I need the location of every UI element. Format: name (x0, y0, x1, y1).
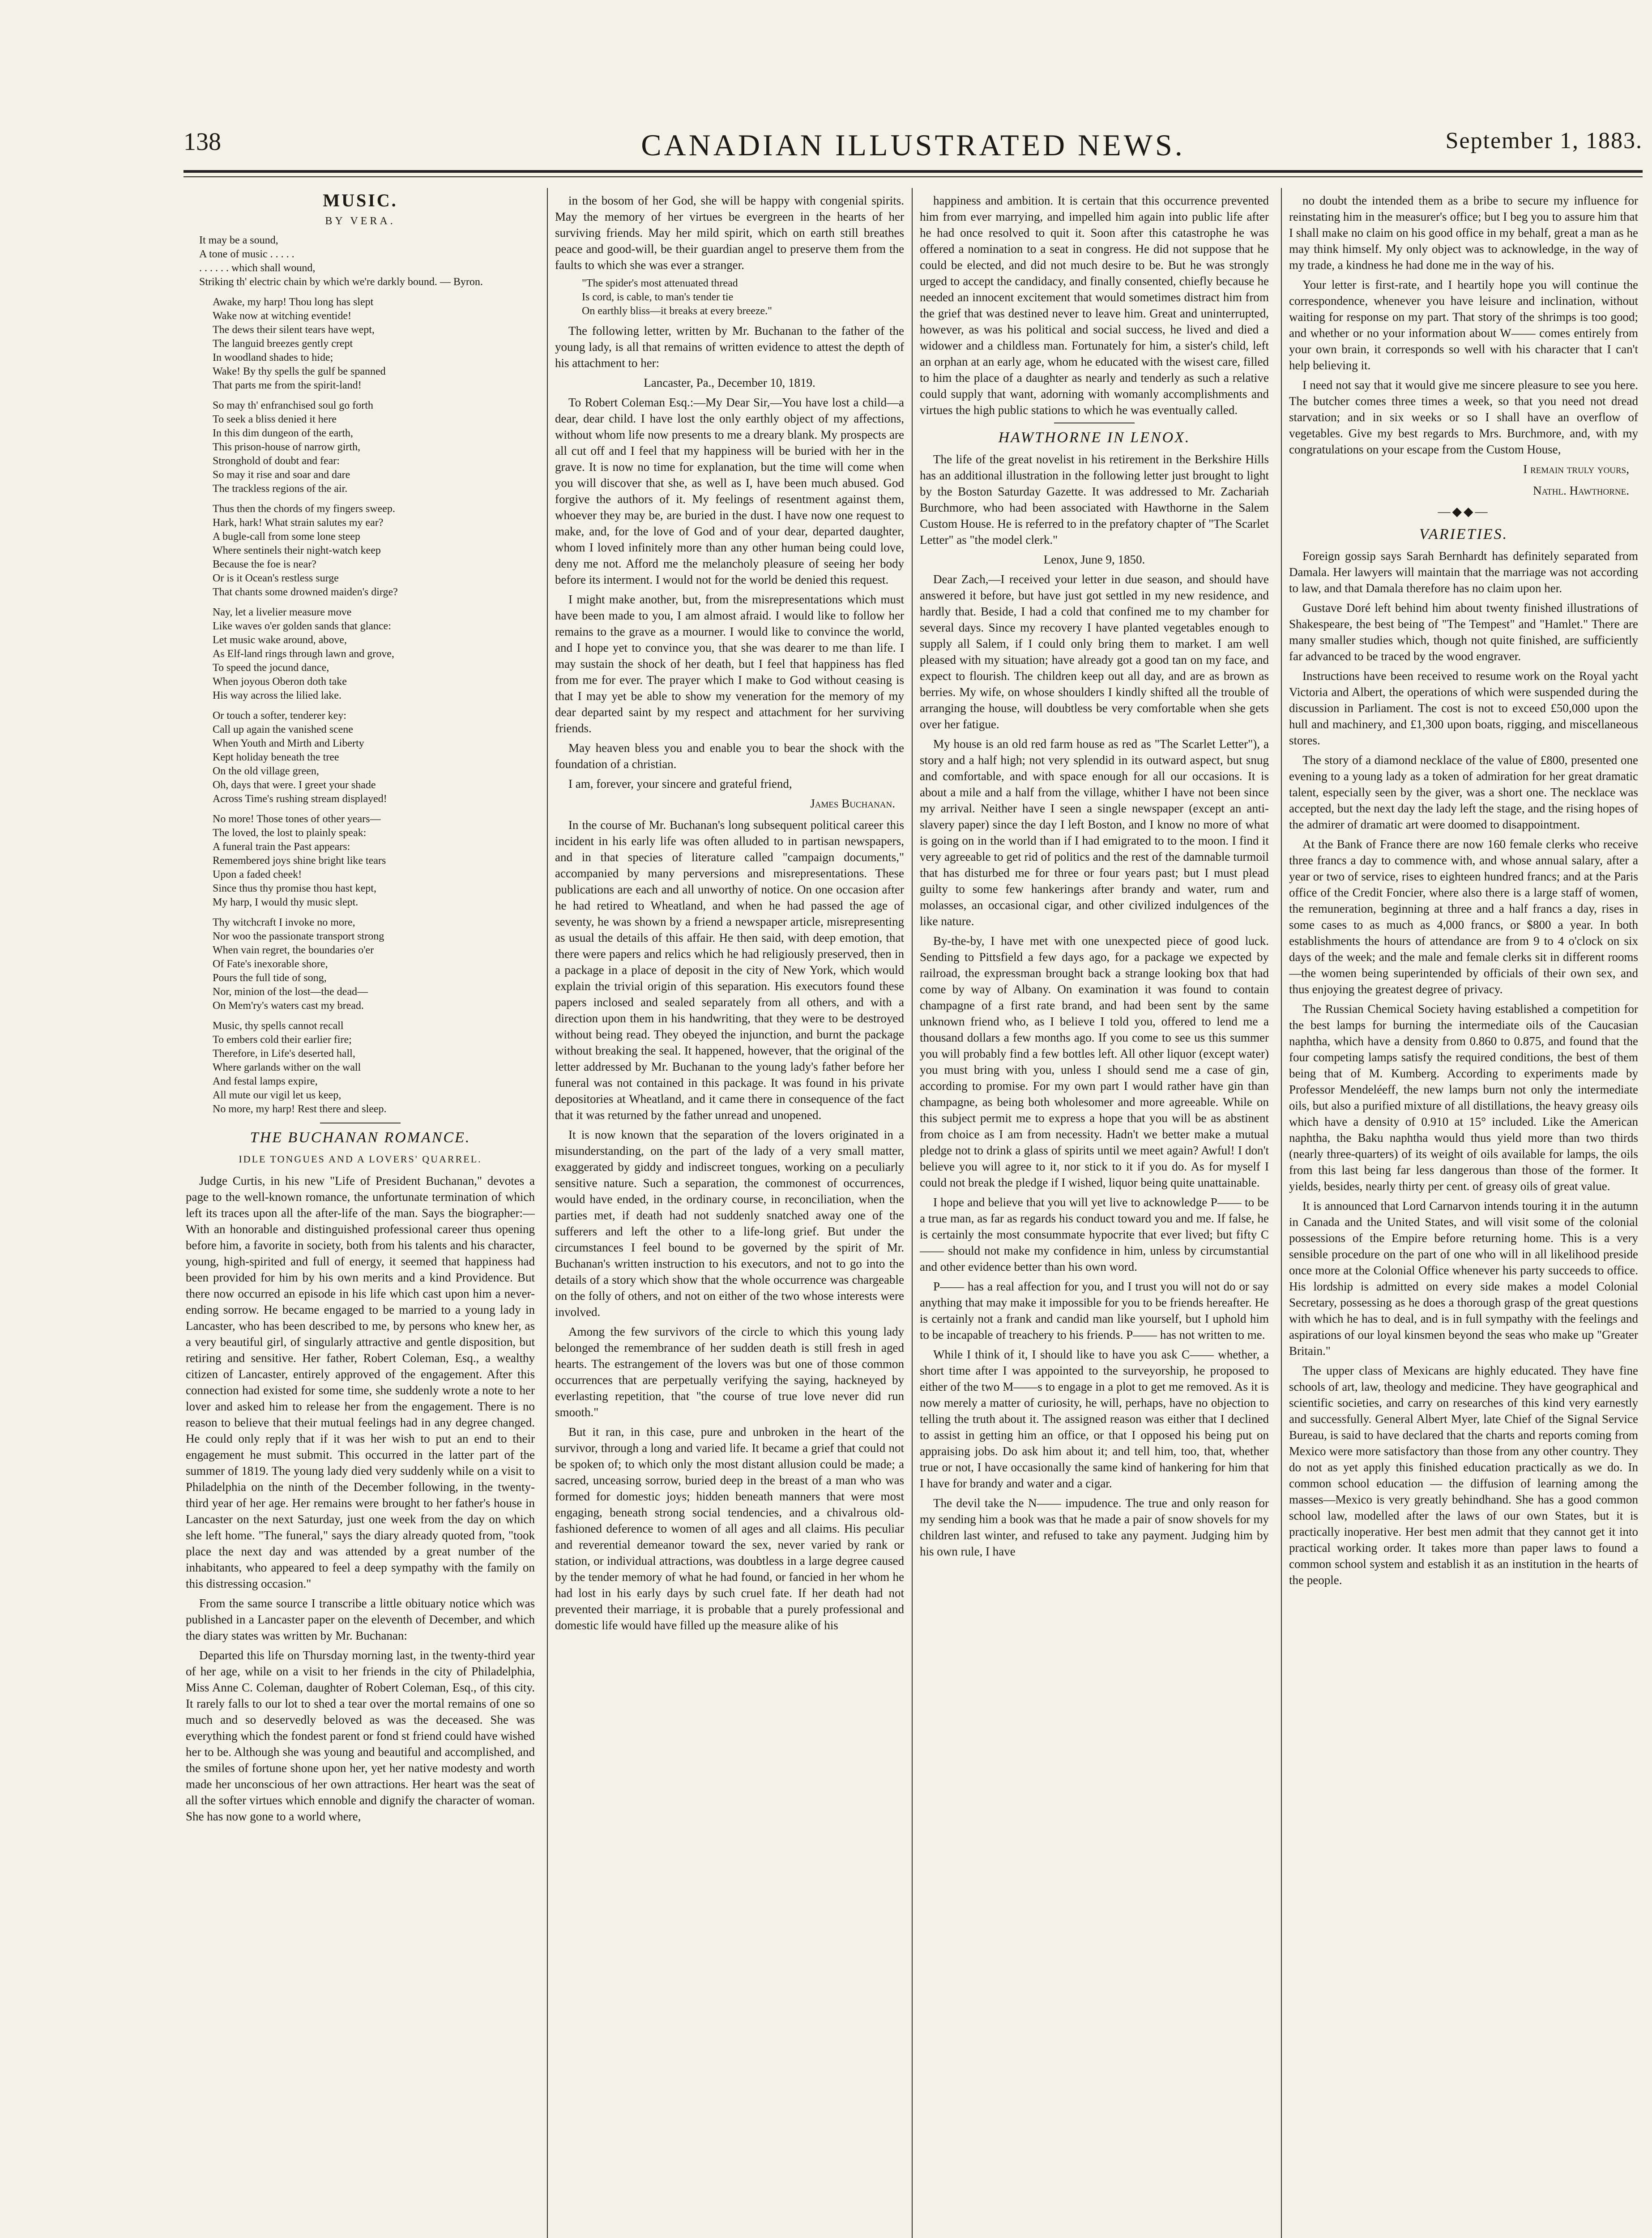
article-paragraph: happiness and ambition. It is certain that this occurrence prevented him from ever marrying, and impelled him again into public life after he had once resolved to quit it. Soon after this catastrophe he was offered a nomination to a seat in congress. He did not suppose that he could be elected, and did not much desire to be. But he was strongly urged to accept the candidacy, and finally consented, chiefly because he needed an innocent excitement that would sometimes distract him from the grief that was destined never to leave him. Great and uninterrupted, however, as was his political and social success, he lived and died a widower and a childless man. Fortunately for him, a sister's child, left an orphan at an early age, whom he educated with the wisest care, filled to him the place of a daughter as nearly and tenderly as such a relative could supply that want, adorning with womanly accomplishments and virtues the high public stations to which he was eventually called. (920, 194, 1269, 417)
poem-stanza: Music, thy spells cannot recall To embers cold their earlier fire; Therefore, in Life's deserted hall, Where garlands wither on the wall And festal lamps expire, All mute our vigil let us keep, No more, my harp! Rest there and sleep. (213, 1020, 387, 1115)
article-paragraph: The life of the great novelist in his retirement in the Berkshire Hills has an additional illustration in the following letter just brought to light by the Boston Saturday Gazette. It was addressed to Mr. Zachariah Burchmore, who had been associated with Hawthorne in the Salem Custom House. He is referred to in the prefatory chapter of "The Scarlet Letter" as "the model clerk." (920, 453, 1269, 547)
letter-paragraph: P—— has a real affection for you, and I trust you will not do or say anything that may make it impossible for you to be friends hereafter. He is certainly not a frank and candid man like yourself, but I uphold him to be incapable of treachery to his friends. P—— has not written to me. (920, 1280, 1269, 1341)
letter-paragraph: To Robert Coleman Esq.:—My Dear Sir,—You have lost a child—a dear, dear child. I have lost the only earthly object of my affections, without whom life now presents to me a dreary blank. My prospects are all cut off and I feel that my happiness will be buried with her in the grave. It is now no time for explanation, but the time will come when you will discover that she, as well as I, have been much abused. God forgive the authors of it. My feelings of resentment against them, whoever they may be, are buried in the dust. I have now one request to make, and, for the love of God and of your dear, departed daughter, whom I loved infinitely more than any other human being could love, deny me not. Afford me the melancholy pleasure of seeing her body before its interment. I would not for the world be denied this request. (555, 396, 904, 586)
poem-stanza: So may th' enfranchised soul go forth To seek a bliss denied it here In this dim dungeon of the earth, This prison-house of narrow girth, Stronghold of doubt and fear: So may it rise and soar and dare The trackless regions of the air. (213, 400, 373, 495)
variety-item: At the Bank of France there are now 160 female clerks who receive three francs a day to commence with, and whose annual salary, after a year or two of service, rises to eighteen hundred francs; and at the Paris office of the Credit Foncier, where also there is a large staff of women, the remuneration, beginning at three and a half francs a day, rises in some cases to as much as 4,000 francs, or $800 a year. In both establishments the hours of attendance are from 9 to 4 o'clock on six days of the week; and the male and female clerks sit in different rooms—the women being superintended by officials of their own sex, and thus enjoying the greatest degree of privacy. (1289, 837, 1638, 996)
column-divider (1281, 188, 1282, 2238)
letter-paragraph: I might make another, but, from the misrepresentations which must have been made to you, I am almost afraid. I would like to follow her remains to the grave as a mourner. I would like to convince the world, and I hope yet to convince you, that she was dearer to me than life. I may sustain the shock of her death, but I feel that happiness has fled from me for ever. The prayer which I make to God without ceasing is that I may yet be able to show my veneration for the memory of my dear departed saint by my respect and attachment for her surviving friends. (555, 593, 904, 735)
letter-paragraph: Your letter is first-rate, and I heartily hope you will continue the correspondence, whenever you have leisure and inclination, without waiting for response on my part. That story of the shrimps is too good; and whether or no your information about W—— comes entirely from your own brain, it corresponds so well with his character that I can't help believing it. (1289, 278, 1638, 372)
poem-stanza: Thy witchcraft I invoke no more, Nor woo the passionate transport strong When vain regret, the boundaries o'er Of Fate's inexorable shore, Pours the full tide of song, Nor, minion of the lost—the dead— On Mem'ry's waters cast my bread. (213, 917, 384, 1012)
letter-paragraph: By-the-by, I have met with one unexpected piece of good luck. Sending to Pittsfield a few days ago, for a package we expected by railroad, the expressman brought back a strange looking box that had come by way of Albany. On examination it was found to contain champagne of a first rate brand, and had been sent by the same unknown friend who, as I believe I told you, offered to lend me a thousand dollars a few months ago. If you come to see us this summer you will probably find a few bottles left. All other liquor (except water) you must bring with you, unless I should send me a case of gin, according to promise. For my own part I would rather have gin than champagne, as being both wholesomer and more agreeable. While on this subject permit me to express a hope that you will be as abstinent from choice as I am from necessity. Hadn't we better make a mutual pledge not to drink a glass of spirits until we meet again? Awful! I don't believe you will agree to it, nor stick to it if you do. As for myself I could not break the pledge if I wished, liquor being quite unattainable. (920, 934, 1269, 1189)
page-header (184, 128, 1643, 162)
header-rule-thick (184, 170, 1643, 173)
column-4 (1289, 192, 1638, 2238)
variety-item: Gustave Doré left behind him about twenty finished illustrations of Shakespeare, the best being of "The Tempest" and "Hamlet." There are many smaller studies which, though not quite finished, are sufficiently far advanced to be traced by the wood engraver. (1289, 601, 1638, 663)
letter-closing: I remain truly yours, (1523, 462, 1629, 476)
article-paragraph: Departed this life on Thursday morning last, in the twenty-third year of her age, while on a visit to her friends in the city of Philadelphia, Miss Anne C. Coleman, daughter of Robert Coleman, Esq., of this city. It rarely falls to our lot to shed a tear over the mortal remains of one so much and so deservedly beloved as was the deceased. She was everything which the fondest parent or fond st friend could have wished her to be. Although she was young and beautiful and accomplished, and the smiles of fortune shone upon her, yet her native modesty and worth made her unconscious of her own attractions. Her heart was the seat of all the softer virtues which ennoble and dignify the character of woman. She has now gone to a world where, (186, 1649, 535, 1823)
variety-item: It is announced that Lord Carnarvon intends touring it in the autumn in Canada and the United States, and will visit some of the colonial possessions of the Empire before returning home. This is a very sensible procedure on the part of one who will in all likelihood preside once more at the Colonial Office whenever his party succeeds to office. His lordship is admitted on every side makes a model Colonial Secretary, possessing as he does a thorough grasp of the great questions with which he has to deal, and is in full sympathy with the feelings and aspirations of our loyal kinsmen beyond the seas who make up "Greater Britain." (1289, 1199, 1638, 1358)
page-number: 138 (184, 128, 221, 156)
column-3 (920, 192, 1269, 2238)
column-divider (547, 188, 548, 2238)
variety-item: The upper class of Mexicans are highly educated. They have fine schools of art, law, theology and medicine. They have geographical and scientific societies, and carry on researches of this kind very earnestly and successfully. General Albert Myer, late Chief of the Signal Service Bureau, is said to have declared that the charts and reports coming from Mexico were more satisfactory than those from any other country. They do not as yet apply this finished education practically as we do. In common school education — the diffusion of learning among the masses—Mexico is very greatly behindhand. She has a good common school law, modelled after the laws of our own States, but it is practically inoperative. Her best men admit that they cannot get it into practical working order. It takes more than paper laws to found a common school system and establish it as an institution in the hearts of the people. (1289, 1364, 1638, 1587)
section-ornament: —◆◆— (1438, 505, 1490, 519)
variety-item: Instructions have been received to resume work on the Royal yacht Victoria and Albert, the operations of which were suspended during the discussion in Parliament. The cost is not to exceed £50,000 upon the hull and machinery, and £1,300 upon boats, rigging, and miscellaneous stores. (1289, 669, 1638, 747)
letter-paragraph: The devil take the N—— impudence. The true and only reason for my sending him a book was that he made a pair of snow shovels for my children last winter, and refused to take any payment. Judging him by his own rule, I have (920, 1496, 1269, 1558)
column-1 (186, 192, 535, 2238)
letter-dateline: Lenox, June 9, 1850. (1043, 553, 1145, 566)
article-paragraph: in the bosom of her God, she will be happy with congenial spirits. May the memory of her virtues be evergreen in the hearts of her surviving friends. May her mild spirit, which on earth still breathes peace and good-will, be their guardian angel to preserve them from the faults to which she was ever a stranger. (555, 194, 904, 272)
poem-stanza: No more! Those tones of other years— The loved, the lost to plainly speak: A funeral train the Past appears: Remembered joys shine bright like tears Upon a faded cheek! Since thus thy promise thou hast kept, My harp, I would thy music slept. (213, 813, 386, 908)
header-rule-thin (184, 176, 1643, 177)
article-paragraph: In the course of Mr. Buchanan's long subsequent political career this incident in his early life was often alluded to in partisan newspapers, and in that species of literature called "campaign documents," accompanied by many perversions and misrepresentations. These publications are each and all unworthy of notice. On one occasion after he had retired to Wheatland, and when he had passed the age of seventy, he was shown by a friend a newspaper article, misrepresenting as usual the details of this affair. He then said, with deep emotion, that there were papers and relics which he had religiously preserved, then in a package in a place of deposit in the city of New York, which would explain the trivial origin of this separation. His executors found these papers inclosed and sealed separately from all others, and with a direction upon them in his handwriting, that they were to be destroyed without being read. They obeyed the injunction, and burnt the package without breaking the seal. It happened, however, that the original of the letter addressed by Mr. Buchanan to the young lady's father before her funeral was not contained in this package. It was found in his private depositories at Wheatland, and it came there in consequence of the fact that it was returned by the father unread and unopened. (555, 818, 904, 1122)
letter-paragraph: While I think of it, I should like to have you ask C—— whether, a short time after I was appointed to the surveyorship, he proposed to either of the two M——s to engage in a plot to get me removed. As it is now merely a matter of curiosity, he will, perhaps, have no objection to telling the truth about it. The assigned reason was either that I declined to assist in getting him an office, or that I opposed his being put on appraising jobs. Do ask him about it; and tell him, too, that, whether true or not, I have occasionally the same kind of hankering for him that I have for brandy and water and a cigar. (920, 1348, 1269, 1490)
article-paragraph: But it ran, in this case, pure and unbroken in the heart of the survivor, through a long and varied life. It became a grief that could not be spoken of; to which only the most distant allusion could be made; a sacred, unceasing sorrow, buried deep in the breast of a man who was formed for domestic joys; hidden beneath manners that were most engaging, beneath strong social tendencies, and a chivalrous old-fashioned deference to women of all ages and all claims. His peculiar and reverential demeanor toward the sex, never varied by rank or station, or individual attractions, was doubtless in a large degree caused by the tender memory of what he had found, or fancied in her whom he had lost in his early days by such cruel fate. If her death had not prevented their marriage, it is probable that a purely professional and domestic life would have filled up the measure alike of his (555, 1425, 904, 1632)
poem-stanza: Or touch a softer, tenderer key: Call up again the vanished scene When Youth and Mirth and Liberty Kept holiday beneath the tree On the old village green, Oh, days that were. I greet your shade Across Time's rushing stream displayed! (213, 710, 387, 805)
letter-paragraph: My house is an old red farm house as red as "The Scarlet Letter"), a story and a half high; not very splendid in its outward aspect, but snug and comfortable, and with space enough for all our occasions. It is about a mile and a half from the village, whither I have not been since my arrival. Neither have I seen a single newspaper (except an anti-slavery paper) since the day I left Boston, and I know no more of what is going on in the world than if I had emigrated to to the moon. I find it very agreeable to get rid of politics and the rest of the damnable turmoil that has disturbed me for three or four years past; but I must plead guilty to some few hankerings after brandy and water, rum and molasses, an occasional cigar, and other civilized indulgences of the like nature. (920, 737, 1269, 928)
poem-stanza: Thus then the chords of my fingers sweep. Hark, hark! What strain salutes my ear? A bugle-call from some lone steep Where sentinels their night-watch keep Because the foe is near? Or is it Ocean's restless surge That chants some drowned maiden's dirge? (213, 503, 398, 598)
hawthorne-title: HAWTHORNE IN LENOX. (998, 429, 1191, 446)
variety-item: The Russian Chemical Society having established a competition for the best lamps for burning the intermediate oils of the Caucasian naphtha, which have a density from 0.860 to 0.875, and found that the four competing lamps satisfy the required conditions, the best of them being that of M. Kumberg. According to experiments made by Professor Mendeléeff, the new lamps burn not only the intermediate oils, but also a purified mixture of all distillations, the heavy greasy oils which have a density of 0.910 at 15° included. Like the American naphtha, the Baku naphtha would thus yield more than two thirds (nearly three-quarters) of its weight of oils available for lamps, the oils from this last being far less dangerous than those of the former. It yields, besides, nearly thirty per cent. of greasy oils of great value. (1289, 1002, 1638, 1193)
column-2 (555, 192, 904, 2238)
article-paragraph: It is now known that the separation of the lovers originated in a misunderstanding, on the part of the lady of a very small matter, exaggerated by giddy and indiscreet tongues, working on a peculiarly sensitive nature. Such a separation, the commonest of occurrences, would have ended, in the ordinary course, in reconciliation, when the parties met, if death had not suddenly snatched away one of the sufferers and left the other to a life-long grief. But under the circumstances I feel bound to be governed by the spirit of Mr. Buchanan's written instruction to his executors, and not to go into the details of a story which show that the whole occurrence was chargeable on the folly of others, and not on either of the two whose interests were involved. (555, 1128, 904, 1319)
masthead: CANADIAN ILLUSTRATED NEWS. (641, 128, 1185, 162)
article-paragraph: The following letter, written by Mr. Buchanan to the father of the young lady, is all that remains of written evidence to attest the depth of his attachment to her: (555, 324, 904, 370)
letter-paragraph: I need not say that it would give me sincere pleasure to see you here. The butcher comes three times a week, so that you need not dread starvation; and in six weeks or so I shall have an overflow of vegetables. Give my best regards to Mrs. Burchmore, and, with my congratulations on your escape from the Custom House, (1289, 378, 1638, 456)
letter-signature: Nathl. Hawthorne. (1533, 484, 1629, 497)
poem-stanza: Awake, my harp! Thou long has slept Wake now at witching eventide! The dews their silent tears have wept, The languid breezes gently crept In woodland shades to hide; Wake! By thy spells the gulf be spanned That parts me from the spirit-land! (213, 296, 386, 391)
varieties-title: VARIETIES. (1419, 526, 1508, 542)
letter-paragraph: no doubt the intended them as a bribe to secure my influence for reinstating him in the measurer's office; but I beg you to assure him that I shall make no claim on his good office in my behalf, great a man as he may think himself. My only object was to acknowledge, in the way of my trade, a kindness he had done me in the way of his. (1289, 194, 1638, 272)
letter-paragraph: May heaven bless you and enable you to bear the shock with the foundation of a christian. (555, 741, 904, 771)
music-title: MUSIC. (323, 192, 398, 210)
music-byline: BY VERA. (325, 215, 396, 227)
letter-paragraph: I am, forever, your sincere and grateful friend, (568, 777, 792, 790)
letter-paragraph: I hope and believe that you will yet live to acknowledge P—— to be a true man, as far as regards his conduct toward you and me. If false, he is certainly the most consummate hypocrite that ever lived; but fifty C—— should not make my confidence in him, unless by circumstantial and other evidence better than his own word. (920, 1196, 1269, 1273)
issue-date: September 1, 1883. (1445, 128, 1643, 154)
article-paragraph: From the same source I transcribe a little obituary notice which was published in a Lancaster paper on the eleventh of December, and which the diary states was written by Mr. Buchanan: (186, 1597, 535, 1642)
article-paragraph: Among the few survivors of the circle to which this young lady belonged the remembrance of her sudden death is still fresh in aged hearts. The estrangement of the lovers was but one of those common occurrences that are perpetually verifying the saying, hackneyed by everlasting repetition, that "the course of true love never did run smooth." (555, 1325, 904, 1419)
article-paragraph: Judge Curtis, in his new "Life of President Buchanan," devotes a page to the well-known romance, the unfortunate termination of which left its traces upon all the after-life of the man. Says the biographer:—With an honorable and distinguished professional career thus opening before him, a favorite in society, both from his talents and his character, young, high-spirited and full of energy, it seemed that happiness had been provided for him by his own merits and a kind Providence. But there now occurred an episode in his life which cast upon him a never-ending sorrow. He became engaged to be married to a young lady in Lancaster, who has been described to me, by persons who knew her, as a very beautiful girl, of singularly attractive and gentle disposition, but retiring and sensitive. Her father, Robert Coleman, Esq., a wealthy citizen of Lancaster, entirely approved of the engagement. After this connection had existed for some time, she suddenly wrote a note to her lover and asked him to release her from the engagement. There is no reason to believe that their mutual feelings had in any degree changed. He could only reply that if it was her wish to put an end to their engagement he must submit. This occurred in the latter part of the summer of 1819. The young lady died very suddenly while on a visit to Philadelphia on the ninth of the December following, in the twenty-third year of her age. Her remains were brought to her father's house in Lancaster on the next Saturday, just one week from the day on which she left home. "The funeral," says the diary already quoted from, "took place the next day and was attended by a great number of the inhabitants, who appeared to feel a deep sympathy with the family on this distressing occasion." (186, 1174, 535, 1590)
quoted-verse: "The spider's most attenuated thread Is cord, is cable, to man's tender tie On earthly bliss—it breaks at every breeze." (582, 278, 772, 317)
letter-paragraph: Dear Zach,—I received your letter in due season, and should have answered it before, but have just got settled in my new residence, and hardly that. Beside, I had a cold that confined me to my chamber for several days. Since my recovery I have planted vegetables enough to supply all Salem, if I could only bring them to market. I am well pleased with my situation; have already got a good tan on my face, and expect to flourish. The children keep out all day, and are as brown as berries. My wife, on whose shoulders I kindly shifted all the trouble of arranging the house, will doubtless be very comfortable when she gets over her fatigue. (920, 572, 1269, 731)
poem-epigraph: It may be a sound, A tone of music . . . . . . . . . . . which shall wound, Striking th' electric chain by which we're darkly bound. — Byron. (199, 235, 483, 288)
column-divider (912, 188, 913, 2238)
poem-stanza: Nay, let a livelier measure move Like waves o'er golden sands that glance: Let music wake around, above, As Elf-land rings through lawn and grove, To speed the jocund dance, When joyous Oberon doth take His way across the lilied lake. (213, 606, 394, 701)
romance-title: THE BUCHANAN ROMANCE. (250, 1129, 471, 1146)
variety-item: The story of a diamond necklace of the value of £800, presented one evening to a young lady as a token of admiration for her great dramatic talent, especially seen by the giver, was a short one. The necklace was accepted, but the next day the lady left the stage, and the rising hopes of the admirer of dramatic art were doomed to disappointment. (1289, 753, 1638, 831)
letter-dateline: Lancaster, Pa., December 10, 1819. (644, 376, 815, 389)
variety-item: Foreign gossip says Sarah Bernhardt has definitely separated from Damala. Her lawyers will maintain that the marriage was not according to law, and that Damala therefore has no claim upon her. (1289, 549, 1638, 595)
romance-subtitle: IDLE TONGUES AND A LOVERS' QUARREL. (239, 1153, 482, 1165)
letter-signature: James Buchanan. (810, 797, 895, 810)
